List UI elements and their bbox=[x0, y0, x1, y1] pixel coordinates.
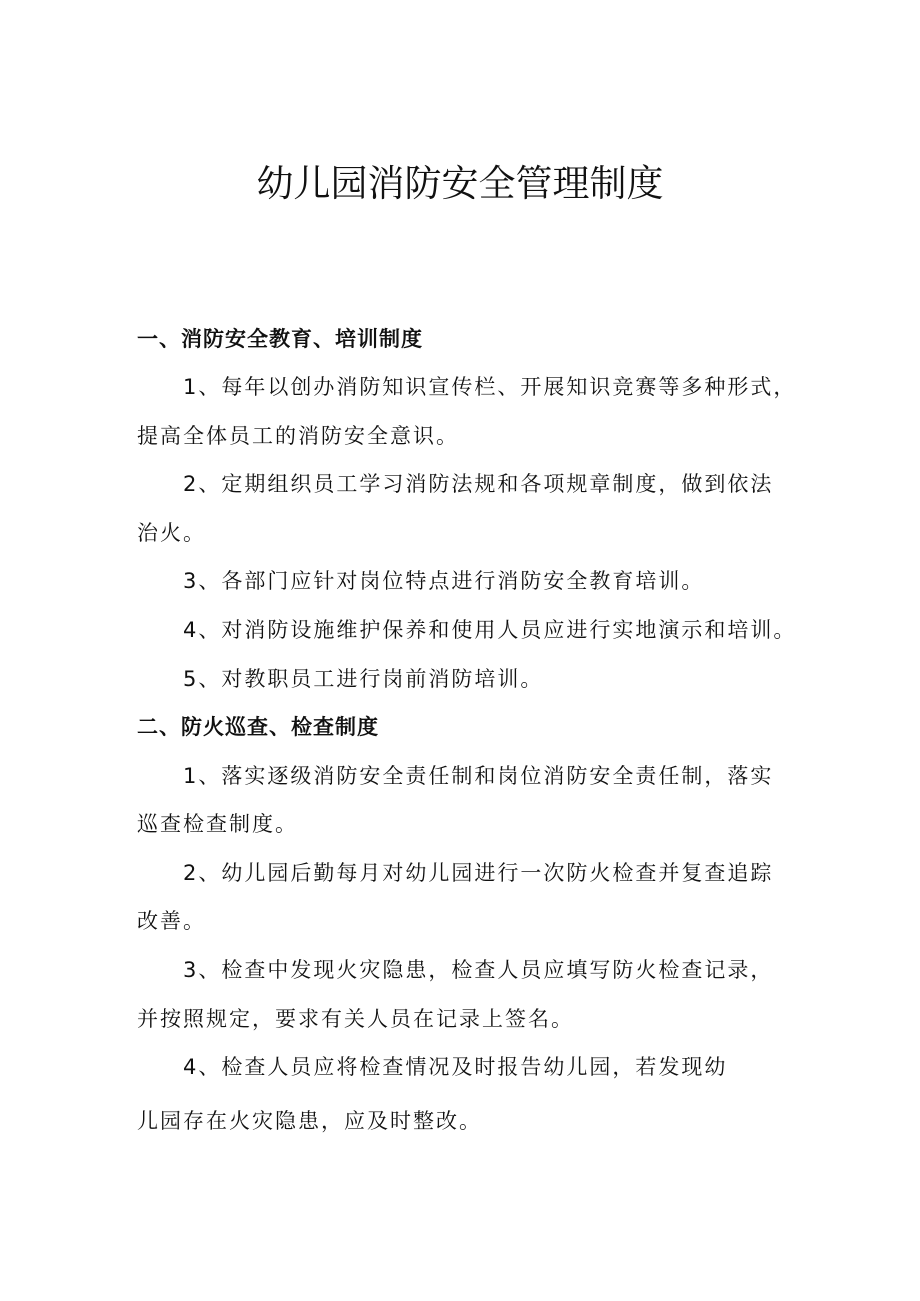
paragraph-line: 提高全体员工的消防安全意识。 bbox=[137, 424, 459, 448]
section-heading-2: 二、防火巡查、检查制度 bbox=[137, 715, 379, 739]
paragraph-line: 3、各部门应针对岗位特点进行消防安全教育培训。 bbox=[183, 569, 705, 593]
paragraph-line: 巡查检查制度。 bbox=[137, 812, 298, 836]
paragraph-line: 改善。 bbox=[137, 909, 206, 933]
paragraph-line: 4、对消防设施维护保养和使用人员应进行实地演示和培训。 bbox=[183, 618, 797, 642]
paragraph-line: 3、检查中发现火灾隐患，检查人员应填写防火检查记录， bbox=[183, 958, 774, 982]
paragraph-line: 治火。 bbox=[137, 521, 206, 545]
section-heading-1: 一、消防安全教育、培训制度 bbox=[137, 327, 423, 351]
paragraph-line: 2、定期组织员工学习消防法规和各项规章制度，做到依法 bbox=[183, 472, 774, 496]
paragraph-line: 2、幼儿园后勤每月对幼儿园进行一次防火检查并复查追踪 bbox=[183, 861, 774, 885]
paragraph-line: 1、每年以创办消防知识宣传栏、开展知识竞赛等多种形式， bbox=[183, 375, 797, 399]
paragraph-line: 并按照规定，要求有关人员在记录上签名。 bbox=[137, 1007, 574, 1031]
paragraph-line: 4、检查人员应将检查情况及时报告幼儿园，若发现幼 bbox=[183, 1055, 728, 1079]
paragraph-line: 5、对教职员工进行岗前消防培训。 bbox=[183, 667, 544, 691]
paragraph-line: 儿园存在火灾隐患，应及时整改。 bbox=[137, 1109, 482, 1133]
document-title: 幼儿园消防安全管理制度 bbox=[256, 162, 664, 205]
paragraph-line: 1、落实逐级消防安全责任制和岗位消防安全责任制，落实 bbox=[183, 764, 774, 788]
